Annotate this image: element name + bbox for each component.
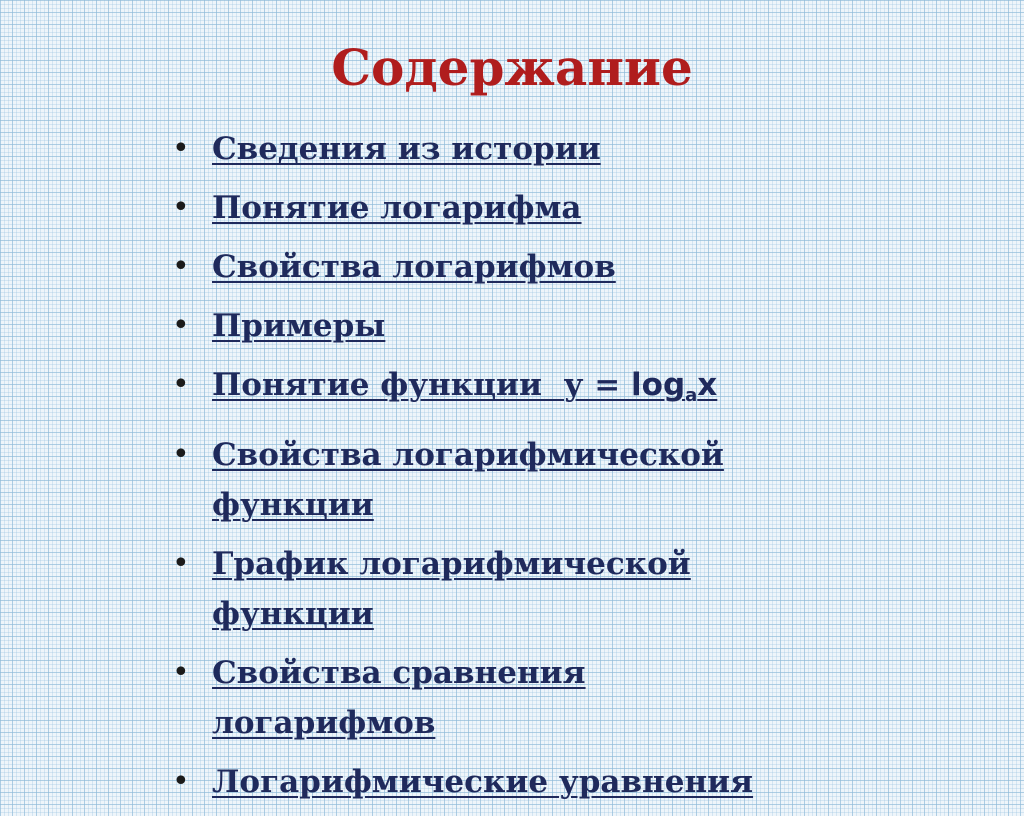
list-item [172, 430, 1002, 530]
function-properties-line1: Свойства логарифмической [212, 437, 724, 473]
list-item [172, 124, 1002, 174]
toc-link-function-graph[interactable] [212, 546, 691, 632]
bullet: • [172, 655, 190, 690]
function-concept-label: Понятие функции у = [212, 367, 632, 403]
bullet: • [172, 249, 190, 284]
toc-link-examples[interactable]: Примеры [212, 308, 386, 344]
bullet: • [172, 764, 190, 799]
page-title: Содержание [331, 38, 693, 97]
bullet: • [172, 190, 190, 225]
bullet: • [172, 308, 190, 343]
toc-link-comparison-properties[interactable] [212, 655, 586, 741]
toc-link-history[interactable]: Сведения из истории [212, 131, 601, 167]
list-item [172, 360, 1002, 421]
list-item [172, 648, 1002, 748]
toc-link-logarithm-properties[interactable]: Свойства логарифмов [212, 249, 616, 285]
comparison-properties-line1: Свойства сравнения [212, 655, 586, 691]
list-item [172, 183, 1002, 233]
toc-link-function-properties[interactable] [212, 437, 724, 523]
toc-link-logarithm-concept[interactable]: Понятие логарифма [212, 190, 582, 226]
log-variable: x [697, 367, 718, 403]
function-graph-line1: График логарифмической [212, 546, 691, 582]
bullet: • [172, 367, 190, 402]
list-item [172, 242, 1002, 292]
toc-link-function-concept[interactable] [212, 367, 718, 406]
list-item [172, 539, 1002, 639]
bullet: • [172, 546, 190, 581]
bullet: • [172, 437, 190, 472]
function-graph-line2: функции [212, 596, 374, 632]
comparison-properties-line2: логарифмов [212, 705, 436, 741]
list-item [172, 757, 1002, 807]
list-item [172, 301, 1002, 351]
log-base: a [685, 385, 698, 406]
table-of-contents [172, 124, 1002, 816]
toc-link-logarithmic-equations[interactable]: Логарифмические уравнения [212, 764, 754, 800]
log-symbol: log [631, 367, 686, 403]
function-properties-line2: функции [212, 487, 374, 523]
bullet: • [172, 131, 190, 166]
